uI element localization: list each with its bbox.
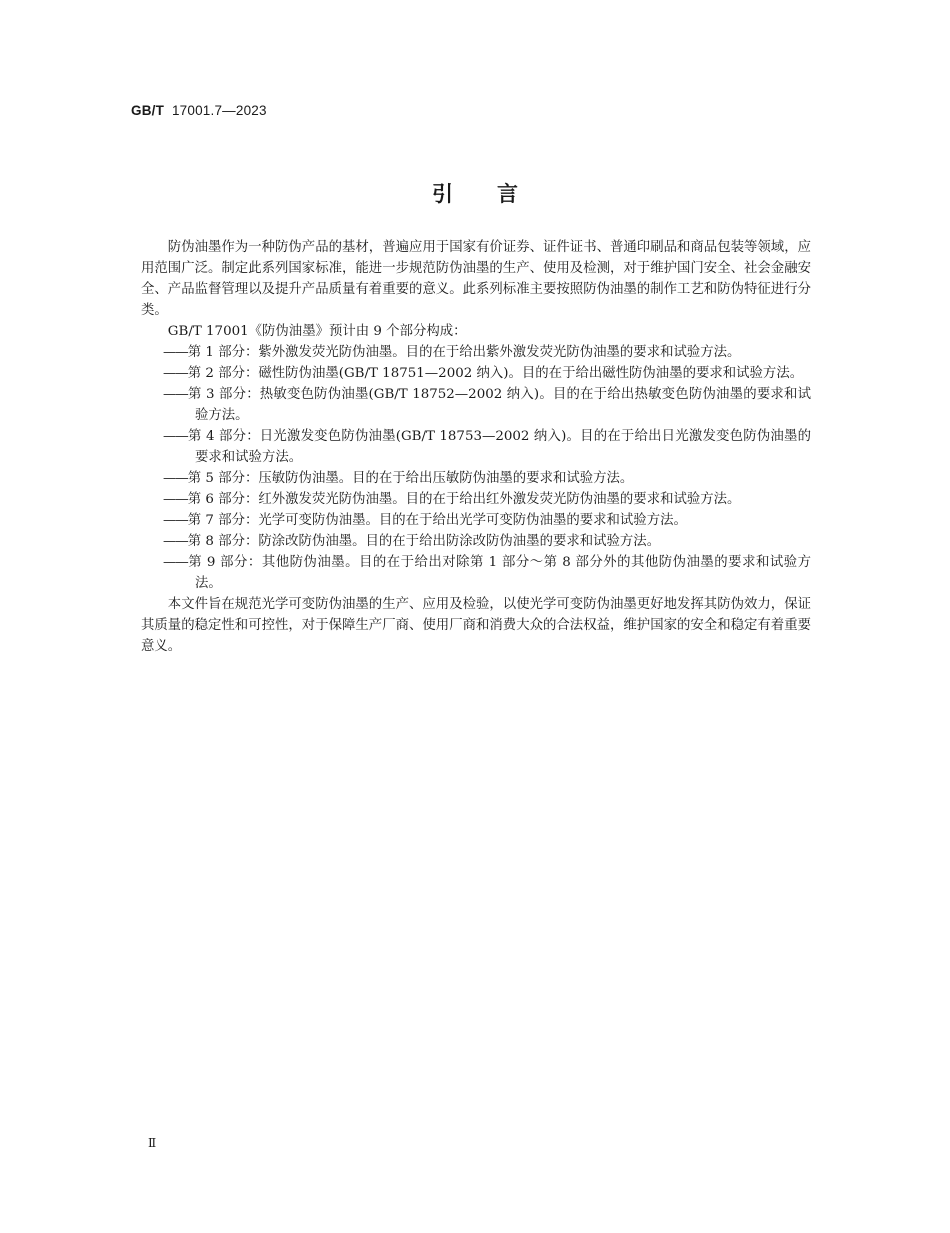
list-item-part-3 xyxy=(141,384,811,426)
title-char-2: 言 xyxy=(497,182,518,206)
standard-code xyxy=(131,103,267,118)
standard-number: 17001.7—2023 xyxy=(171,103,267,118)
list-item-text: 第 3 部分：热敏变色防伪油墨(GB/T 18752—2002 纳入)。目的在于给出热敏变色防伪油墨的要求和试验方法。 xyxy=(187,387,811,423)
list-dash: —— xyxy=(163,387,188,402)
page-number: Ⅱ xyxy=(148,1136,157,1150)
list-dash: —— xyxy=(163,555,188,570)
list-item-text: 第 1 部分：紫外激发荧光防伪油墨。目的在于给出紫外激发荧光防伪油墨的要求和试验方法。 xyxy=(187,345,741,360)
list-item-text: 第 9 部分：其他防伪油墨。目的在于给出对除第 1 部分～第 8 部分外的其他防伪油墨的要求和试验方法。 xyxy=(187,555,811,591)
list-dash: —— xyxy=(163,366,188,381)
list-item-part-8 xyxy=(141,531,811,552)
list-dash: —— xyxy=(163,345,188,360)
list-item-part-2 xyxy=(141,363,811,384)
list-item-text: 第 7 部分：光学可变防伪油墨。目的在于给出光学可变防伪油墨的要求和试验方法。 xyxy=(187,513,687,528)
list-item-part-7 xyxy=(141,510,811,531)
list-dash: —— xyxy=(163,513,188,528)
introduction-body xyxy=(141,237,811,657)
list-item-part-4 xyxy=(141,426,811,468)
list-item-text: 第 5 部分：压敏防伪油墨。目的在于给出压敏防伪油墨的要求和试验方法。 xyxy=(187,471,634,486)
list-item-text: 第 4 部分：日光激发变色防伪油墨(GB/T 18753—2002 纳入)。目的在于给出日光激发变色防伪油墨的要求和试验方法。 xyxy=(187,429,811,465)
page-title xyxy=(0,178,950,208)
list-item-part-6 xyxy=(141,489,811,510)
list-dash: —— xyxy=(163,492,188,507)
list-item-part-5 xyxy=(141,468,811,489)
list-dash: —— xyxy=(163,429,188,444)
list-item-part-1 xyxy=(141,342,811,363)
list-dash: —— xyxy=(163,534,188,549)
list-dash: —— xyxy=(163,471,188,486)
intro-paragraph-1: 防伪油墨作为一种防伪产品的基材，普遍应用于国家有价证券、证件证书、普通印刷品和商品包装等领域，应用范围广泛。制定此系列国家标准，能进一步规范防伪油墨的生产、使用及检测，对于维护国门安全、社会金融安全、产品监督管理以及提升产品质量有着重要的意义。此系列标准主要按照防伪油墨的制作工艺和防伪特征进行分类。 xyxy=(141,240,811,318)
intro-paragraph-2: GB/T 17001《防伪油墨》预计由 9 个部分构成： xyxy=(167,324,467,339)
list-item-text: 第 2 部分：磁性防伪油墨(GB/T 18751—2002 纳入)。目的在于给出磁性防伪油墨的要求和试验方法。 xyxy=(187,366,804,381)
standard-prefix: GB/T xyxy=(131,103,165,118)
list-item-text: 第 8 部分：防涂改防伪油墨。目的在于给出防涂改防伪油墨的要求和试验方法。 xyxy=(187,534,661,549)
title-char-1: 引 xyxy=(432,182,453,206)
list-item-text: 第 6 部分：红外激发荧光防伪油墨。目的在于给出红外激发荧光防伪油墨的要求和试验方法。 xyxy=(187,492,741,507)
intro-paragraph-3: 本文件旨在规范光学可变防伪油墨的生产、应用及检验，以使光学可变防伪油墨更好地发挥其防伪效力，保证其质量的稳定性和可控性，对于保障生产厂商、使用厂商和消费大众的合法权益，维护国家的安全和稳定有着重要意义。 xyxy=(141,597,811,654)
list-item-part-9 xyxy=(141,552,811,594)
